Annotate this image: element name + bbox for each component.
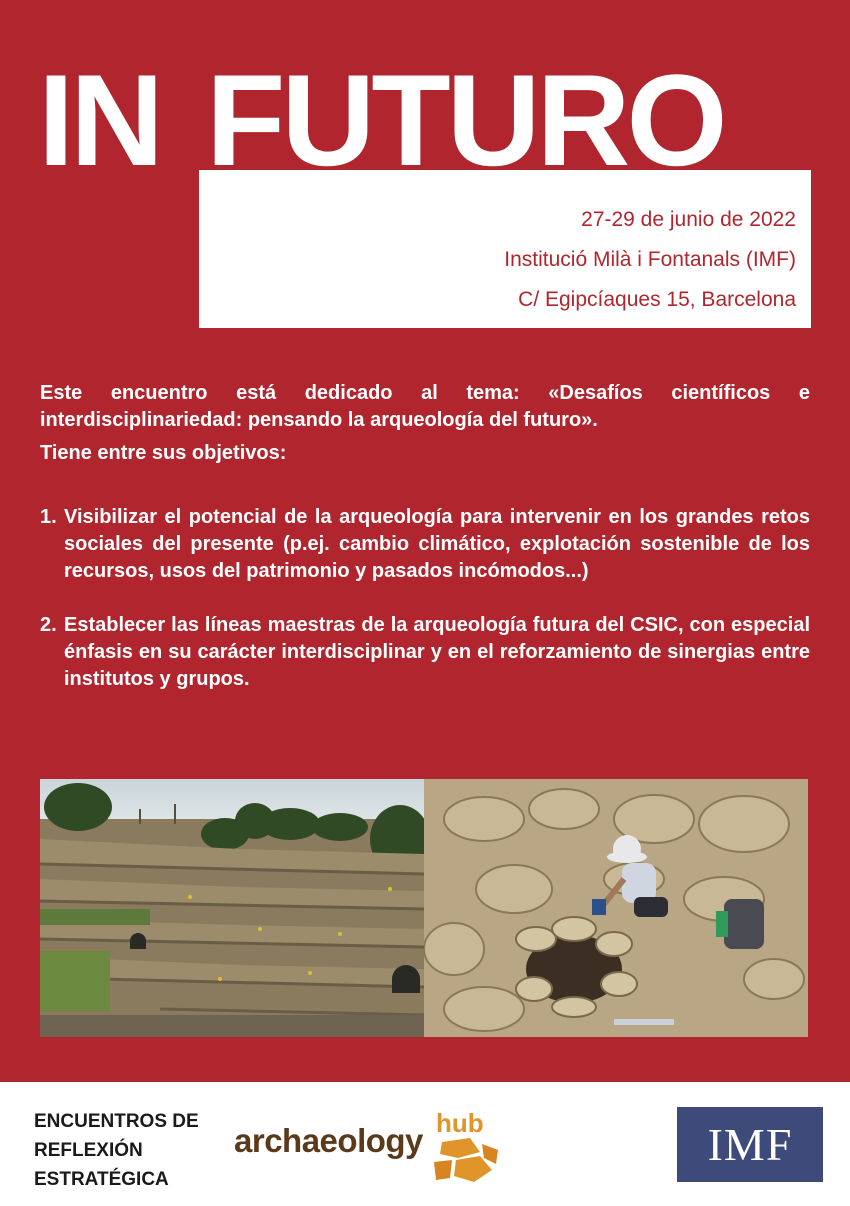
intro-line-2: interdisciplinariedad: pensando la arqueología del futuro». xyxy=(40,409,598,431)
intro-paragraph xyxy=(40,380,810,434)
hub-stones-icon xyxy=(434,1138,498,1182)
photos xyxy=(40,779,808,1037)
series-title xyxy=(34,1107,199,1194)
series-line-1: ENCUENTROS DE xyxy=(34,1111,199,1132)
series-line-3: ESTRATÉGICA xyxy=(34,1169,169,1190)
intro-line-1: Este encuentro está dedicado al tema: «Desafíos científicos e xyxy=(40,382,810,404)
objective-item xyxy=(40,504,810,585)
imf-logo-text: IMF xyxy=(707,1119,793,1170)
title-in: IN xyxy=(38,47,160,193)
imf-logo xyxy=(677,1107,823,1182)
hub-logo-suffix: hub xyxy=(436,1108,484,1138)
terraces-illustration xyxy=(40,779,424,1037)
excavation-photo xyxy=(424,779,808,1037)
objective-number: 1. xyxy=(40,506,57,528)
event-address: C/ Egipcíaques 15, Barcelona xyxy=(518,288,796,311)
objective-text: Establecer las líneas maestras de la arqueología futura del CSIC, con especial énfasis en su carácter interdisciplinar y en el reforzamiento de sinergias entre institutos y grupos. xyxy=(64,614,810,690)
hub-logo-word: archaeology xyxy=(234,1122,423,1159)
terraces-photo xyxy=(40,779,424,1037)
body-text xyxy=(40,380,810,693)
objective-text: Visibilizar el potencial de la arqueología para intervenir en los grandes retos sociales del presente (p.ej. cambio climático, explotación sostenible de los recursos, usos del patrimonio y pasados incómodos...) xyxy=(64,506,810,582)
event-info xyxy=(504,200,796,320)
event-date: 27-29 de junio de 2022 xyxy=(581,208,796,231)
objective-item xyxy=(40,612,810,693)
event-venue: Institució Milà i Fontanals (IMF) xyxy=(504,248,796,271)
objectives-heading: Tiene entre sus objetivos: xyxy=(40,442,287,464)
archaeology-hub-logo xyxy=(230,1100,510,1190)
excavation-illustration xyxy=(424,779,808,1037)
series-line-2: REFLEXIÓN xyxy=(34,1140,143,1161)
title-futuro: FUTURO xyxy=(206,47,724,193)
objective-number: 2. xyxy=(40,614,57,636)
